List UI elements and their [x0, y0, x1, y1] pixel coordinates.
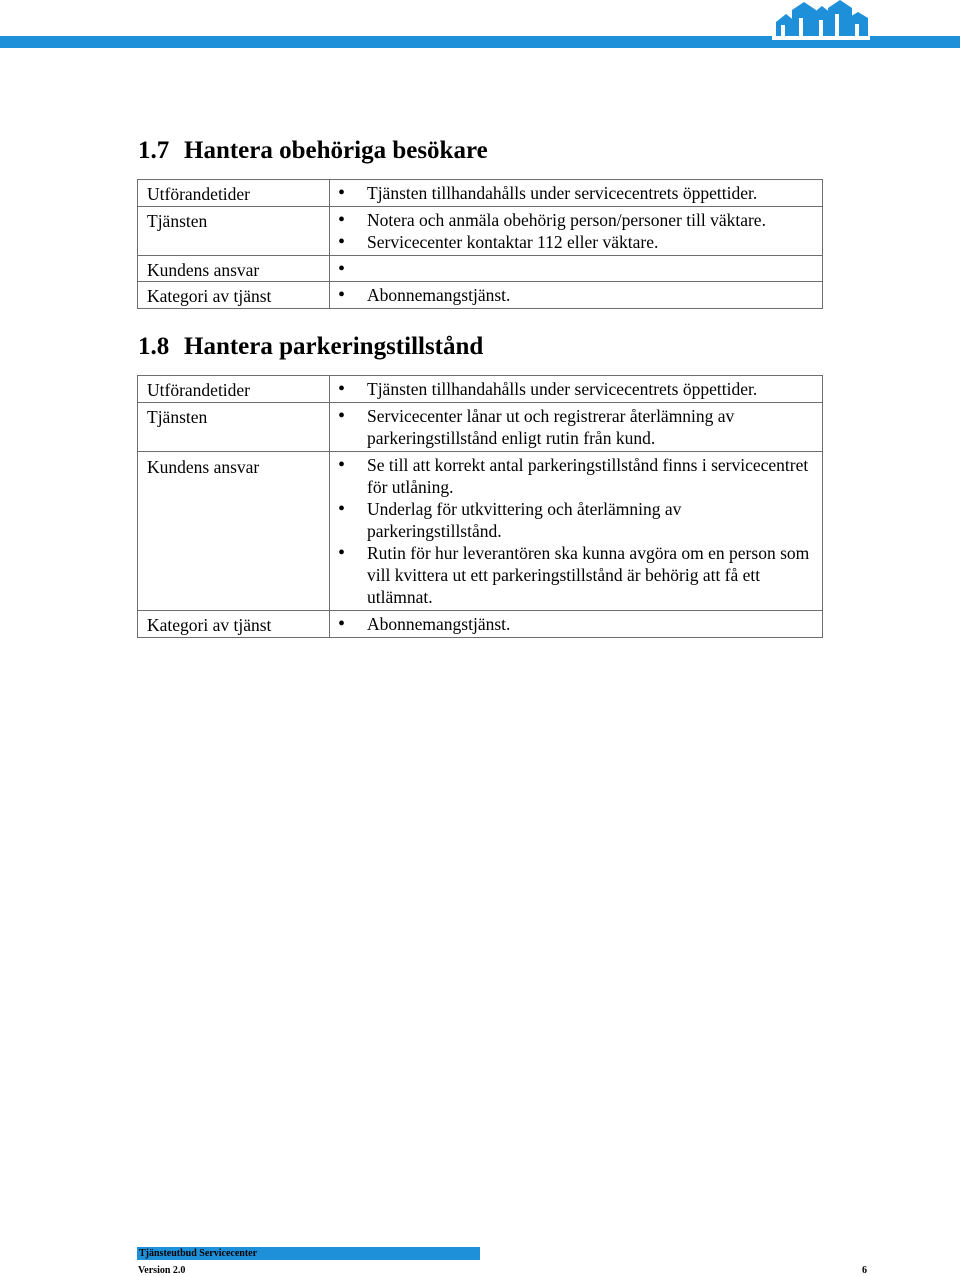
service-table-1-8	[137, 375, 823, 638]
list-item: • Abonnemangstjänst.	[330, 284, 822, 306]
list-item: • Rutin för hur leverantören ska kunna avgöra om en person som vill kvittera ut ett parkeringstillstånd är behörig att få ett utlämnat.	[330, 542, 814, 608]
list-item: • Servicecenter kontaktar 112 eller väktare.	[330, 231, 822, 253]
row-label: Tjänsten	[138, 207, 330, 256]
table-row	[138, 403, 823, 452]
footer-version: Version 2.0	[138, 1265, 186, 1276]
row-label: Kundens ansvar	[138, 256, 330, 282]
list-item: • Tjänsten tillhandahålls under servicecentrets öppettider.	[330, 378, 822, 400]
section-title: Hantera obehöriga besökare	[184, 137, 488, 164]
row-label: Kundens ansvar	[138, 452, 330, 611]
table-row	[138, 376, 823, 403]
list-item: • Notera och anmäla obehörig person/personer till väktare.	[330, 209, 822, 231]
service-table-1-7	[137, 179, 823, 309]
list-item: • Tjänsten tillhandahålls under servicecentrets öppettider.	[330, 182, 822, 204]
list-item: • Abonnemangstjänst.	[330, 613, 822, 635]
table-row	[138, 180, 823, 207]
section-heading-1-8	[138, 333, 483, 361]
section-number: 1.7	[138, 137, 170, 164]
footer-title: Tjänsteutbud Servicecenter	[139, 1248, 258, 1259]
row-label: Utförandetider	[138, 180, 330, 207]
page-number: 6	[862, 1265, 867, 1276]
table-row	[138, 256, 823, 282]
section-heading-1-7	[138, 137, 488, 165]
table-row	[138, 282, 823, 309]
table-row	[138, 452, 823, 611]
row-label: Kategori av tjänst	[138, 611, 330, 638]
list-item: • Underlag för utkvittering och återlämning av parkeringstillstånd.	[330, 498, 814, 542]
buildings-logo-icon	[772, 0, 870, 40]
row-label: Utförandetider	[138, 376, 330, 403]
row-label: Tjänsten	[138, 403, 330, 452]
list-item: • Servicecenter lånar ut och registrerar återlämning av parkeringstillstånd enligt rutin från kund.	[330, 405, 792, 449]
section-number: 1.8	[138, 333, 170, 360]
section-title: Hantera parkeringstillstånd	[184, 333, 484, 360]
table-row	[138, 611, 823, 638]
list-item: • Se till att korrekt antal parkeringstillstånd finns i servicecentret för utlåning.	[330, 454, 814, 498]
table-row	[138, 207, 823, 256]
row-label: Kategori av tjänst	[138, 282, 330, 309]
